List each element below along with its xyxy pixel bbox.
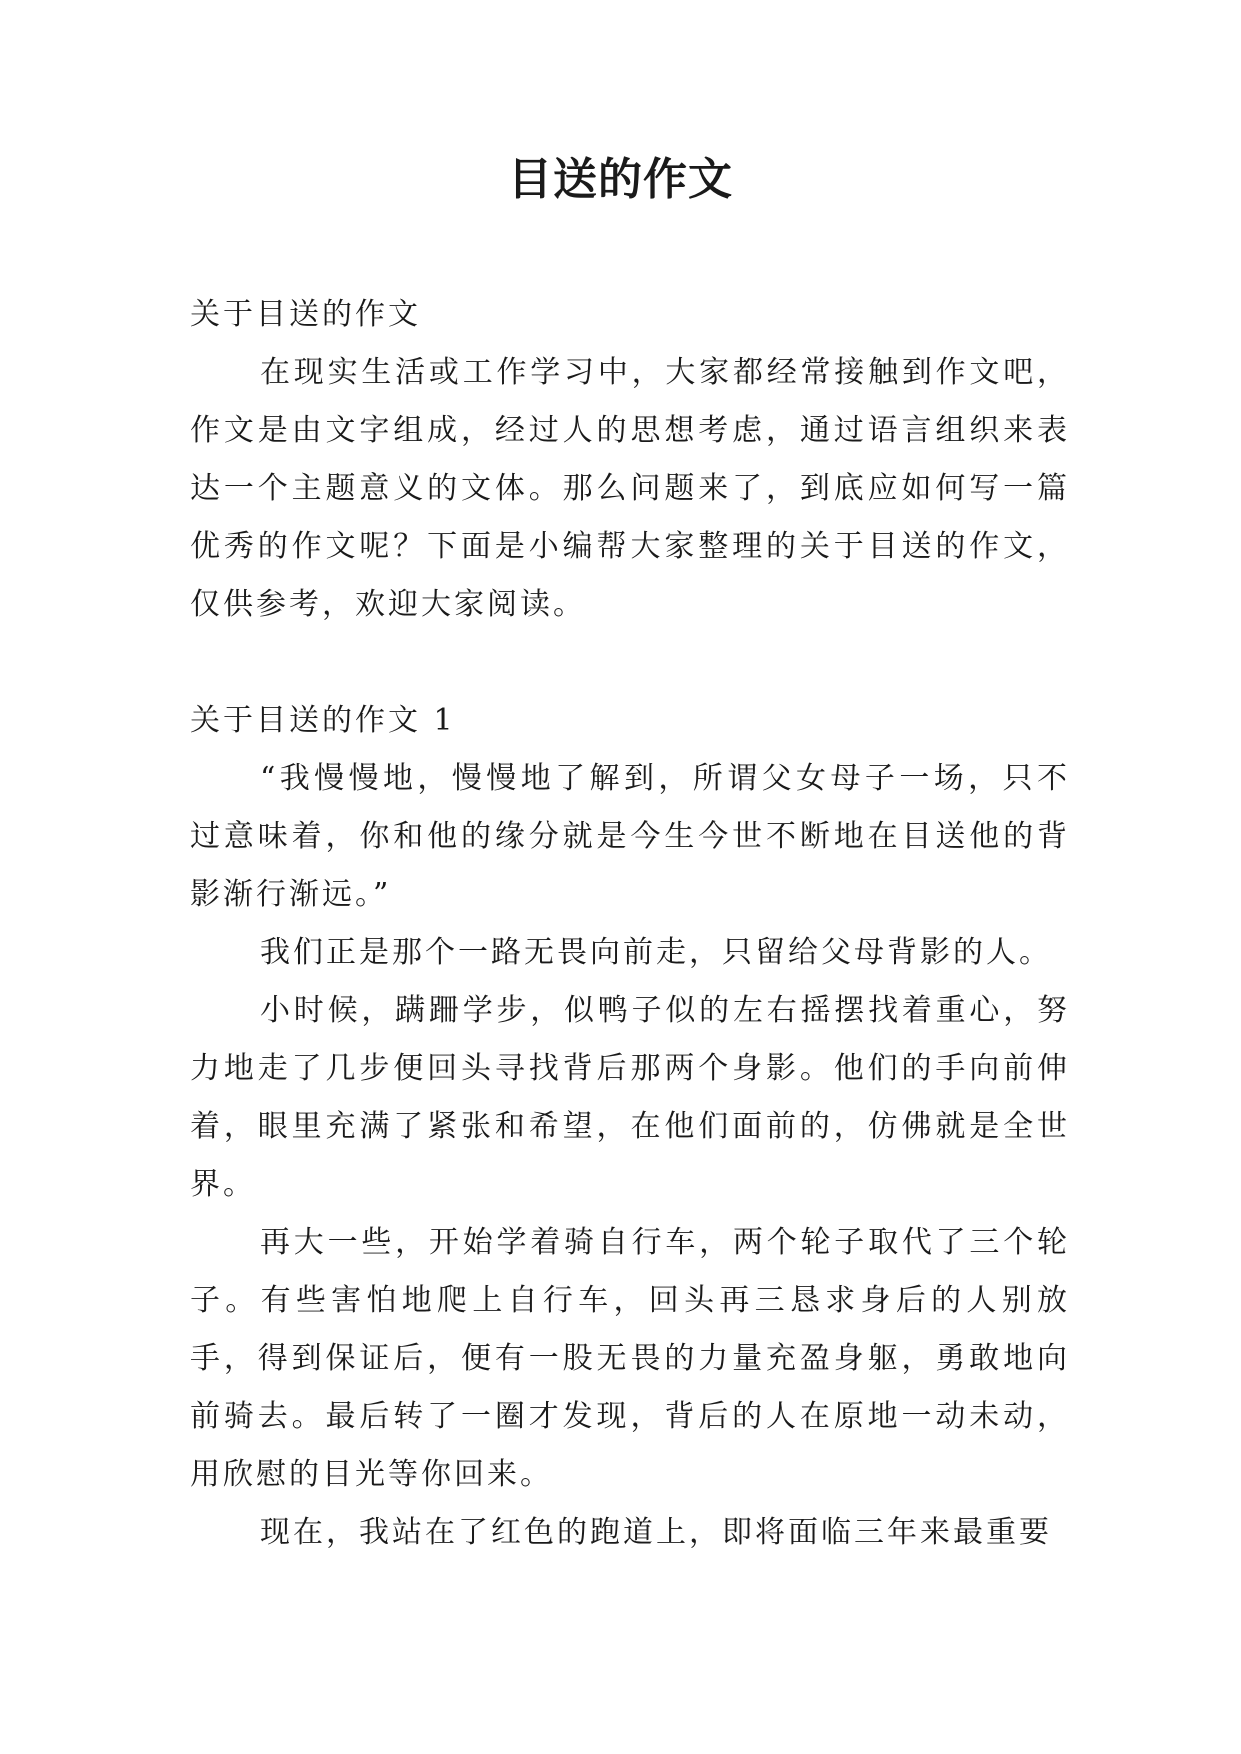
document-body — [190, 286, 1070, 1562]
essay-paragraph: 小时候，蹒跚学步，似鸭子似的左右摇摆找着重心，努力地走了几步便回头寻找背后那两个身影。他们的手向前伸着，眼里充满了紧张和希望，在他们面前的，仿佛就是全世界。 — [190, 993, 1070, 1202]
section-spacer — [190, 634, 1070, 692]
essay-1-heading: 关于目送的作文 1 — [190, 703, 456, 738]
intro-paragraph: 在现实生活或工作学习中，大家都经常接触到作文吧，作文是由文字组成，经过人的思想考虑，通过语言组织来表达一个主题意义的文体。那么问题来了，到底应如何写一篇优秀的作文呢？下面是小编帮大家整理的关于目送的作文，仅供参考，欢迎大家阅读。 — [190, 355, 1070, 622]
essay-paragraph: “我慢慢地，慢慢地了解到，所谓父女母子一场，只不过意味着，你和他的缘分就是今生今世不断地在目送他的背影渐行渐远。” — [190, 761, 1070, 912]
intro-heading: 关于目送的作文 — [190, 297, 421, 332]
document-title: 目送的作文 — [508, 154, 733, 205]
essay-paragraph: 我们正是那个一路无畏向前走，只留给父母背影的人。 — [260, 935, 1052, 970]
essay-paragraph: 再大一些，开始学着骑自行车，两个轮子取代了三个轮子。有些害怕地爬上自行车，回头再三恳求身后的人别放手，得到保证后，便有一股无畏的力量充盈身躯，勇敢地向前骑去。最后转了一圈才发现，背后的人在原地一动未动，用欣慰的目光等你回来。 — [190, 1225, 1070, 1492]
essay-paragraph: 现在，我站在了红色的跑道上，即将面临三年来最重要 — [260, 1515, 1052, 1550]
